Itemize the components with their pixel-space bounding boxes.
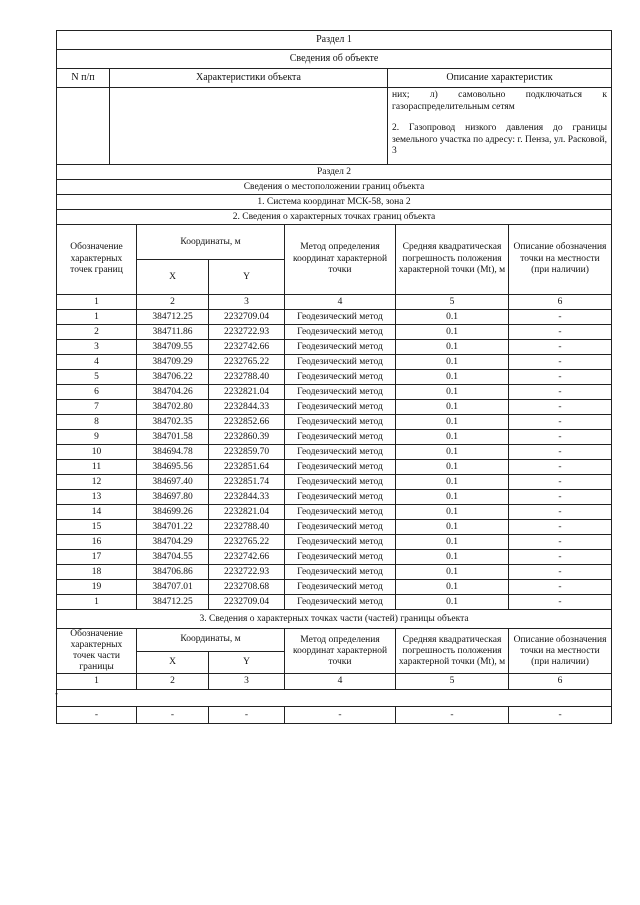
point-number-cell: 15 bbox=[57, 520, 137, 535]
accuracy-cell: 0.1 bbox=[396, 400, 509, 415]
y-cell: 2232742.66 bbox=[209, 340, 285, 355]
y-cell: 2232788.40 bbox=[209, 520, 285, 535]
document-page bbox=[56, 30, 611, 724]
y-cell: 2232844.33 bbox=[209, 400, 285, 415]
y-cell: 2232844.33 bbox=[209, 490, 285, 505]
method-cell: Геодезический метод bbox=[285, 595, 396, 610]
y-cell: 2232765.22 bbox=[209, 355, 285, 370]
y-cell: 2232859.70 bbox=[209, 445, 285, 460]
col-number: 5 bbox=[396, 295, 509, 310]
accuracy-cell: 0.1 bbox=[396, 580, 509, 595]
accuracy-cell: 0.1 bbox=[396, 490, 509, 505]
table-row bbox=[57, 415, 612, 430]
accuracy-cell: 0.1 bbox=[396, 430, 509, 445]
y-cell: 2232821.04 bbox=[209, 505, 285, 520]
part-column-number-row bbox=[57, 674, 612, 690]
method-cell: Геодезический метод bbox=[285, 310, 396, 325]
section3-title: 3. Сведения о характерных точках части (частей) границы объекта bbox=[57, 610, 612, 629]
y-cell: 2232708.68 bbox=[209, 580, 285, 595]
point-number-cell: 9 bbox=[57, 430, 137, 445]
table-row bbox=[57, 550, 612, 565]
table-row bbox=[57, 505, 612, 520]
x-cell: 384704.29 bbox=[137, 535, 209, 550]
table-row bbox=[57, 460, 612, 475]
x-cell: 384694.78 bbox=[137, 445, 209, 460]
col-num-header: N п/п bbox=[57, 69, 110, 88]
point-number-cell: 7 bbox=[57, 400, 137, 415]
desc-cell: - bbox=[509, 325, 612, 340]
table-row bbox=[57, 355, 612, 370]
y-header: Y bbox=[209, 260, 285, 295]
part-y-header: Y bbox=[209, 651, 285, 674]
y-cell: 2232788.40 bbox=[209, 370, 285, 385]
method-cell: Геодезический метод bbox=[285, 565, 396, 580]
method-cell: Геодезический метод bbox=[285, 535, 396, 550]
accuracy-cell: 0.1 bbox=[396, 535, 509, 550]
point-number-cell: 2 bbox=[57, 325, 137, 340]
table-row bbox=[57, 445, 612, 460]
table-row bbox=[57, 400, 612, 415]
col-number: 4 bbox=[285, 295, 396, 310]
method-cell: Геодезический метод bbox=[285, 550, 396, 565]
point-number-cell: 5 bbox=[57, 370, 137, 385]
table-row bbox=[57, 565, 612, 580]
part-x-header: X bbox=[137, 651, 209, 674]
x-cell: 384706.86 bbox=[137, 565, 209, 580]
part-desc-header: Описание обозначения точки на местности (при наличии) bbox=[509, 629, 612, 674]
accuracy-cell: 0.1 bbox=[396, 325, 509, 340]
part-coords-header: Координаты, м bbox=[137, 629, 285, 652]
table-row bbox=[57, 475, 612, 490]
x-cell: 384709.55 bbox=[137, 340, 209, 355]
section1-title: Раздел 1 bbox=[57, 31, 612, 50]
table-row bbox=[57, 340, 612, 355]
x-cell: 384695.56 bbox=[137, 460, 209, 475]
section1-subtitle: Сведения об объекте bbox=[57, 50, 612, 69]
x-cell: 384699.26 bbox=[137, 505, 209, 520]
section2-subtitle: Сведения о местоположении границ объекта bbox=[57, 180, 612, 195]
desc-cell: - bbox=[509, 595, 612, 610]
x-header: X bbox=[137, 260, 209, 295]
desc-paragraph-2: 2. Газопровод низкого давления до границы земельного участка по адресу: г. Пенза, ул. Расковой, 3 bbox=[392, 123, 608, 156]
accuracy-cell: 0.1 bbox=[396, 475, 509, 490]
dash-cell: - bbox=[209, 707, 285, 724]
desc-cell: - bbox=[509, 445, 612, 460]
desc-cell: - bbox=[509, 505, 612, 520]
table-row bbox=[57, 385, 612, 400]
col-number: 4 bbox=[285, 674, 396, 690]
point-number-cell: 13 bbox=[57, 490, 137, 505]
x-cell: 384707.01 bbox=[137, 580, 209, 595]
desc-cell: - bbox=[509, 475, 612, 490]
part-accuracy-header: Средняя квадратическая погрешность положения характерной точки (Mt), м bbox=[396, 629, 509, 674]
accuracy-cell: 0.1 bbox=[396, 445, 509, 460]
method-cell: Геодезический метод bbox=[285, 430, 396, 445]
method-cell: Геодезический метод bbox=[285, 520, 396, 535]
accuracy-cell: 0.1 bbox=[396, 595, 509, 610]
y-cell: 2232860.39 bbox=[209, 430, 285, 445]
point-number-cell: 14 bbox=[57, 505, 137, 520]
method-cell: Геодезический метод bbox=[285, 400, 396, 415]
y-cell: 2232742.66 bbox=[209, 550, 285, 565]
desc-cell: - bbox=[509, 310, 612, 325]
part-method-header: Метод определения координат характерной точки bbox=[285, 629, 396, 674]
x-cell: 384702.35 bbox=[137, 415, 209, 430]
desc-cell: - bbox=[509, 535, 612, 550]
desc-text-cell bbox=[388, 88, 612, 165]
dash-cell: - bbox=[396, 707, 509, 724]
x-cell: 384712.25 bbox=[137, 310, 209, 325]
part-point-header: Обозначение характерных точек части границы bbox=[57, 629, 137, 674]
dash-cell: - bbox=[509, 707, 612, 724]
desc-num-cell bbox=[57, 88, 110, 165]
y-cell: 2232709.04 bbox=[209, 310, 285, 325]
dash-cell: - bbox=[137, 707, 209, 724]
point-header: Обозначение характерных точек границ bbox=[57, 225, 137, 295]
desc-cell: - bbox=[509, 340, 612, 355]
point-number-cell: 8 bbox=[57, 415, 137, 430]
method-cell: Геодезический метод bbox=[285, 385, 396, 400]
accuracy-cell: 0.1 bbox=[396, 520, 509, 535]
table-row bbox=[57, 535, 612, 550]
col-number: 2 bbox=[137, 674, 209, 690]
method-cell: Геодезический метод bbox=[285, 370, 396, 385]
accuracy-cell: 0.1 bbox=[396, 415, 509, 430]
method-cell: Геодезический метод bbox=[285, 355, 396, 370]
desc-cell: - bbox=[509, 565, 612, 580]
table-row bbox=[57, 580, 612, 595]
point-number-cell: 4 bbox=[57, 355, 137, 370]
table-row bbox=[57, 325, 612, 340]
y-cell: 2232722.93 bbox=[209, 325, 285, 340]
desc-cell: - bbox=[509, 400, 612, 415]
desc-cell: - bbox=[509, 355, 612, 370]
x-cell: 384701.58 bbox=[137, 430, 209, 445]
section1-table bbox=[56, 30, 612, 165]
part-empty-cell bbox=[57, 690, 612, 707]
x-cell: 384704.26 bbox=[137, 385, 209, 400]
section3-table bbox=[56, 610, 612, 724]
method-cell: Геодезический метод bbox=[285, 325, 396, 340]
desc-paragraph-1: них; л) самовольно подключаться к газораспределительным сетям bbox=[392, 90, 608, 112]
method-cell: Геодезический метод bbox=[285, 490, 396, 505]
desc-cell: - bbox=[509, 460, 612, 475]
desc-cell: - bbox=[509, 415, 612, 430]
point-number-cell: 16 bbox=[57, 535, 137, 550]
desc-char-cell bbox=[110, 88, 388, 165]
y-cell: 2232851.74 bbox=[209, 475, 285, 490]
accuracy-header: Средняя квадратическая погрешность положения характерной точки (Mt), м bbox=[396, 225, 509, 295]
accuracy-cell: 0.1 bbox=[396, 355, 509, 370]
desc-cell: - bbox=[509, 385, 612, 400]
x-cell: 384702.80 bbox=[137, 400, 209, 415]
x-cell: 384711.86 bbox=[137, 325, 209, 340]
col-number: 2 bbox=[137, 295, 209, 310]
table-row bbox=[57, 490, 612, 505]
points-title: 2. Сведения о характерных точках границ объекта bbox=[57, 210, 612, 225]
col-number: 6 bbox=[509, 674, 612, 690]
x-cell: 384701.22 bbox=[137, 520, 209, 535]
desc-cell: - bbox=[509, 430, 612, 445]
desc-header: Описание обозначения точки на местности (при наличии) bbox=[509, 225, 612, 295]
point-number-cell: 18 bbox=[57, 565, 137, 580]
col-number: 6 bbox=[509, 295, 612, 310]
empty-mark: - bbox=[55, 688, 58, 698]
point-number-cell: 10 bbox=[57, 445, 137, 460]
y-cell: 2232852.66 bbox=[209, 415, 285, 430]
accuracy-cell: 0.1 bbox=[396, 565, 509, 580]
dash-cell: - bbox=[57, 707, 137, 724]
x-cell: 384697.40 bbox=[137, 475, 209, 490]
accuracy-cell: 0.1 bbox=[396, 505, 509, 520]
accuracy-cell: 0.1 bbox=[396, 385, 509, 400]
coordinate-system: 1. Система координат МСК-58, зона 2 bbox=[57, 195, 612, 210]
y-cell: 2232765.22 bbox=[209, 535, 285, 550]
point-number-cell: 1 bbox=[57, 595, 137, 610]
accuracy-cell: 0.1 bbox=[396, 550, 509, 565]
y-cell: 2232709.04 bbox=[209, 595, 285, 610]
table-row bbox=[57, 520, 612, 535]
x-cell: 384697.80 bbox=[137, 490, 209, 505]
method-cell: Геодезический метод bbox=[285, 580, 396, 595]
x-cell: 384704.55 bbox=[137, 550, 209, 565]
col-number: 5 bbox=[396, 674, 509, 690]
part-dash-row bbox=[57, 707, 612, 724]
method-cell: Геодезический метод bbox=[285, 415, 396, 430]
dash-cell: - bbox=[285, 707, 396, 724]
x-cell: 384709.29 bbox=[137, 355, 209, 370]
y-cell: 2232851.64 bbox=[209, 460, 285, 475]
part-empty-row bbox=[57, 690, 612, 707]
coords-header: Координаты, м bbox=[137, 225, 285, 260]
point-number-cell: 12 bbox=[57, 475, 137, 490]
section2-table bbox=[56, 165, 612, 610]
section2-title: Раздел 2 bbox=[57, 165, 612, 180]
method-cell: Геодезический метод bbox=[285, 445, 396, 460]
table-row bbox=[57, 595, 612, 610]
col-number: 3 bbox=[209, 674, 285, 690]
table-row bbox=[57, 310, 612, 325]
points-body bbox=[57, 310, 612, 610]
point-number-cell: 11 bbox=[57, 460, 137, 475]
point-number-cell: 19 bbox=[57, 580, 137, 595]
method-cell: Геодезический метод bbox=[285, 505, 396, 520]
accuracy-cell: 0.1 bbox=[396, 340, 509, 355]
col-number: 1 bbox=[57, 295, 137, 310]
accuracy-cell: 0.1 bbox=[396, 310, 509, 325]
point-number-cell: 17 bbox=[57, 550, 137, 565]
y-cell: 2232722.93 bbox=[209, 565, 285, 580]
col-number: 1 bbox=[57, 674, 137, 690]
point-number-cell: 3 bbox=[57, 340, 137, 355]
method-header: Метод определения координат характерной точки bbox=[285, 225, 396, 295]
method-cell: Геодезический метод bbox=[285, 340, 396, 355]
desc-cell: - bbox=[509, 550, 612, 565]
table-row bbox=[57, 370, 612, 385]
desc-cell: - bbox=[509, 580, 612, 595]
col-desc-header: Описание характеристик bbox=[388, 69, 612, 88]
table-row bbox=[57, 430, 612, 445]
accuracy-cell: 0.1 bbox=[396, 460, 509, 475]
method-cell: Геодезический метод bbox=[285, 475, 396, 490]
desc-cell: - bbox=[509, 520, 612, 535]
point-number-cell: 1 bbox=[57, 310, 137, 325]
accuracy-cell: 0.1 bbox=[396, 370, 509, 385]
col-number: 3 bbox=[209, 295, 285, 310]
method-cell: Геодезический метод bbox=[285, 460, 396, 475]
point-number-cell: 6 bbox=[57, 385, 137, 400]
desc-cell: - bbox=[509, 490, 612, 505]
column-number-row bbox=[57, 295, 612, 310]
desc-cell: - bbox=[509, 370, 612, 385]
x-cell: 384712.25 bbox=[137, 595, 209, 610]
y-cell: 2232821.04 bbox=[209, 385, 285, 400]
x-cell: 384706.22 bbox=[137, 370, 209, 385]
col-char-header: Характеристики объекта bbox=[110, 69, 388, 88]
